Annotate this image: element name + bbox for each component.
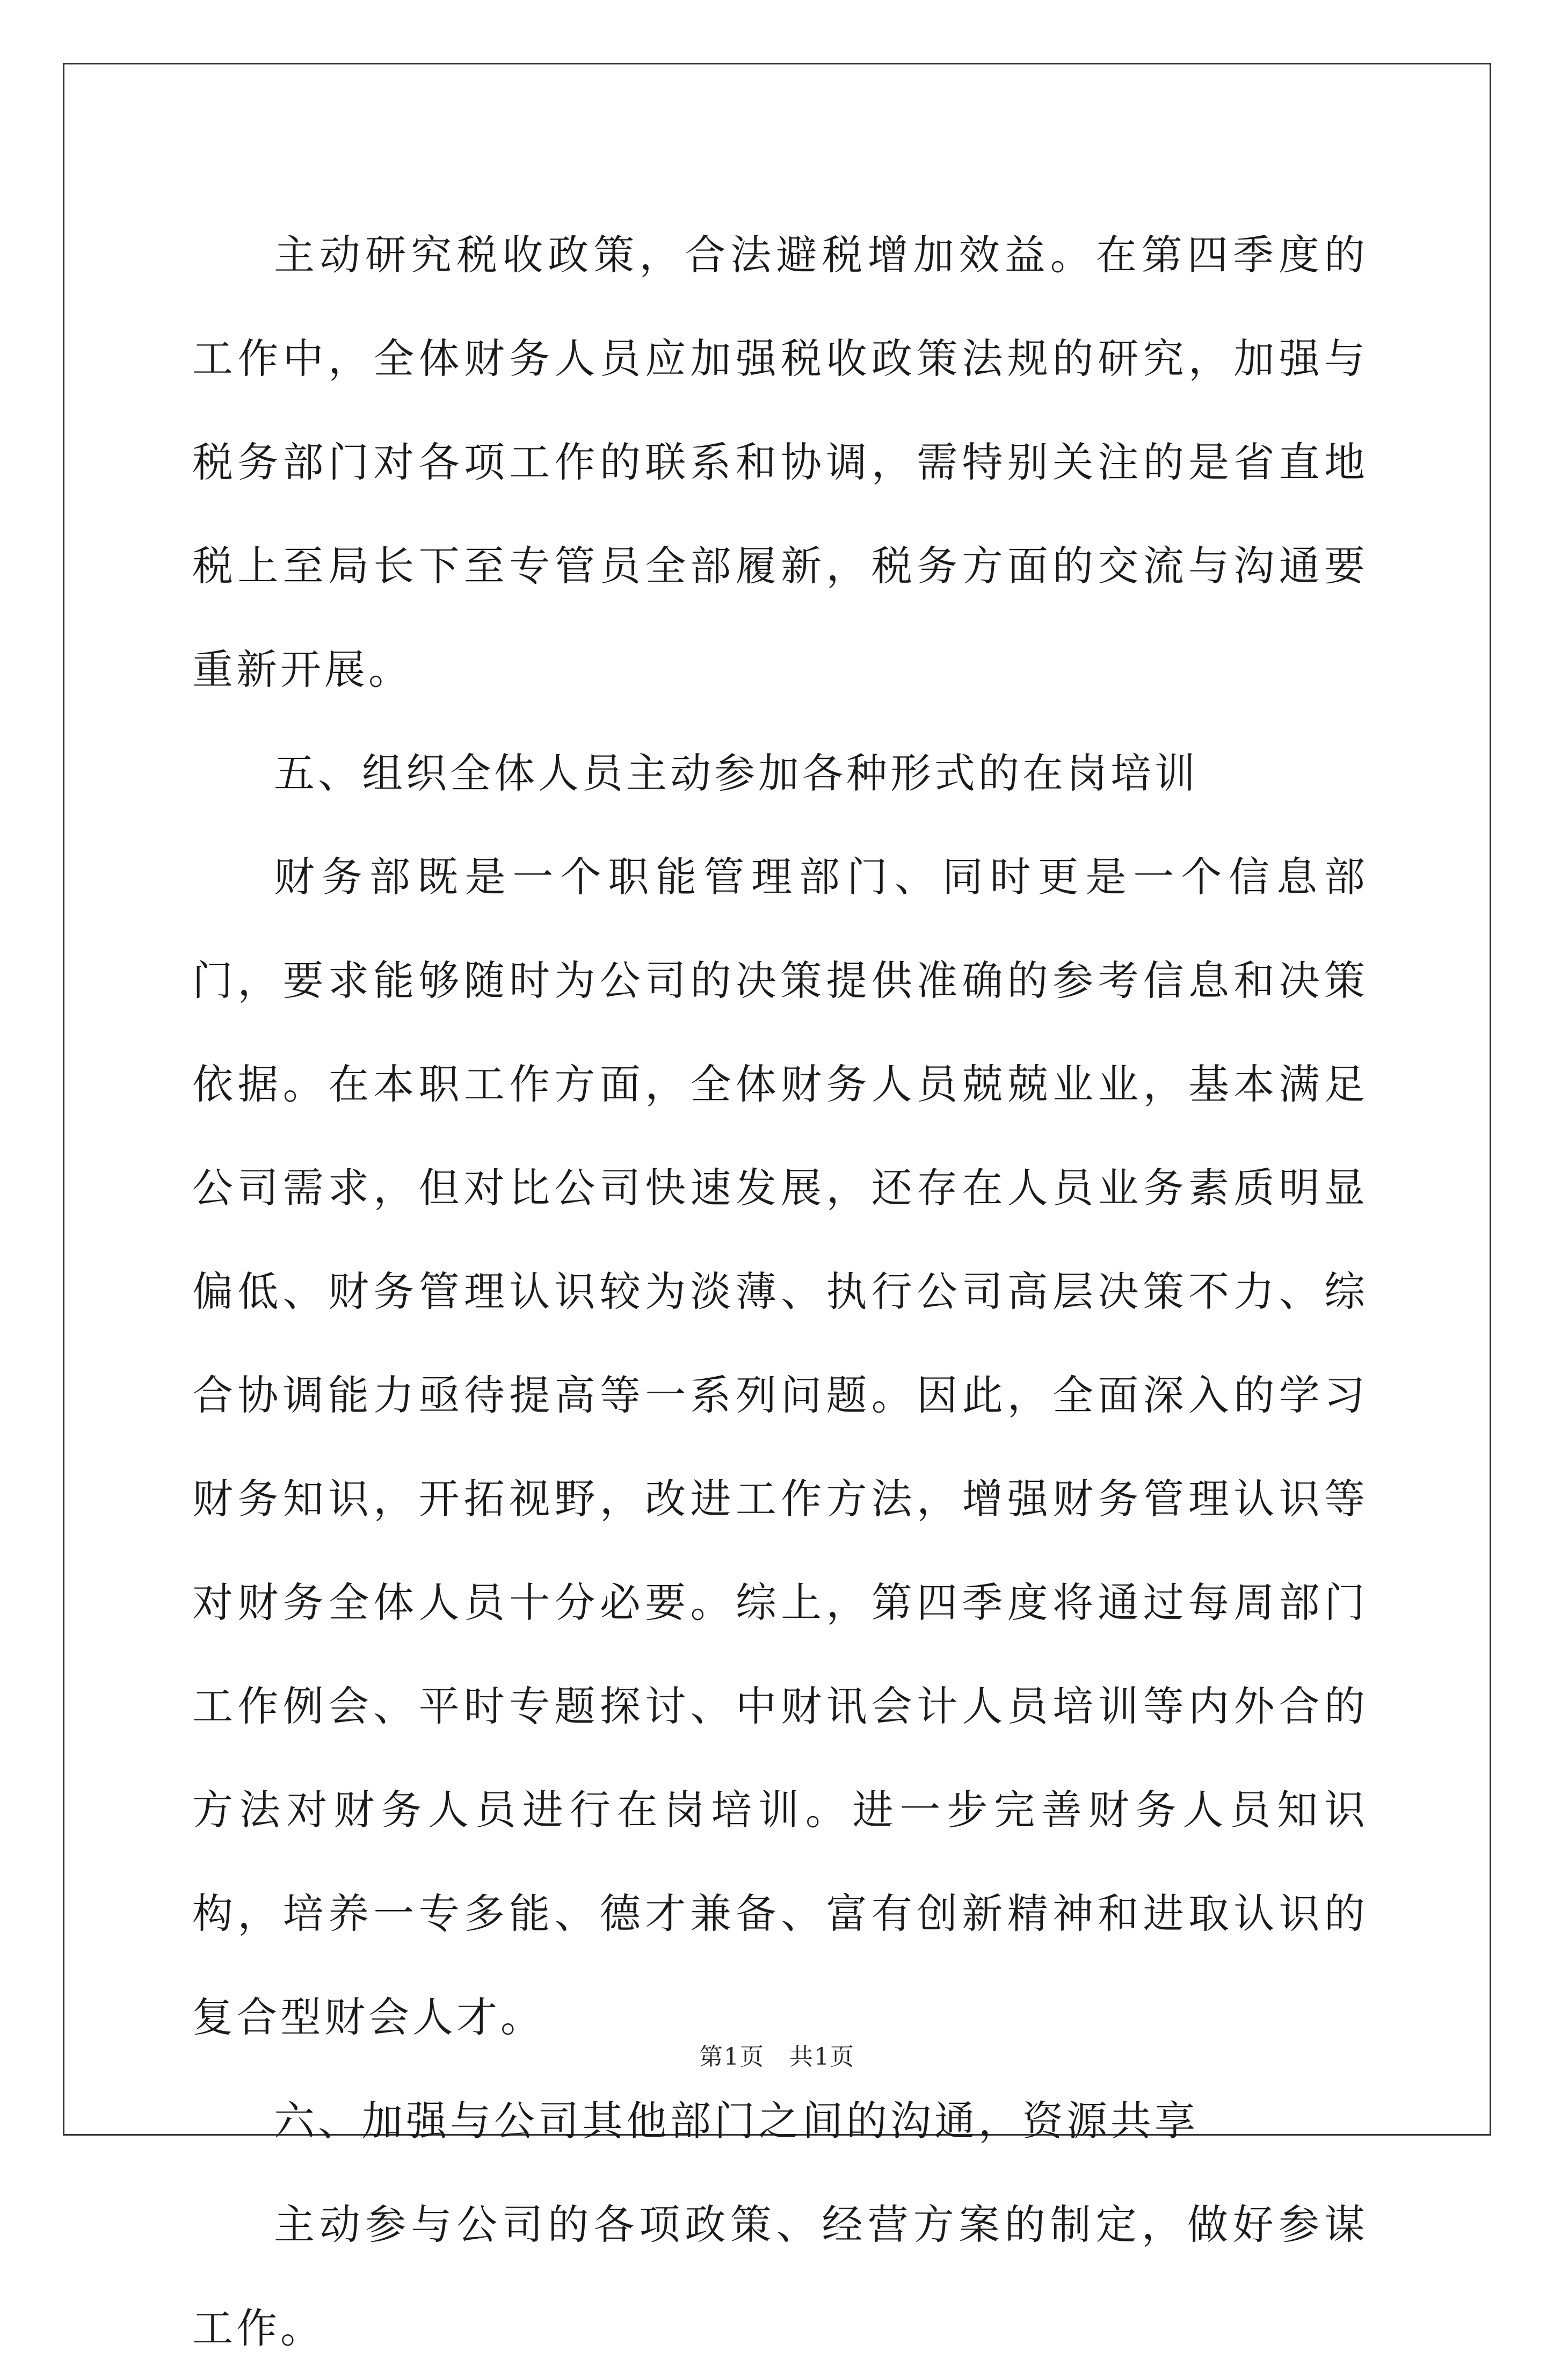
page-number-total: 共1页 <box>789 2043 855 2071</box>
paragraph-training: 财务部既是一个职能管理部门、同时更是一个信息部门，要求能够随时为公司的决策提供准确的参考信息和决策依据。在本职工作方面，全体财务人员兢兢业业，基本满足公司需求，但对比公司快速发展，还存在人员业务素质明显偏低、财务管理认识较为淡薄、执行公司高层决策不力、综合协调能力亟待提高等一系列问题。因此，全面深入的学习财务知识，开拓视野，改进工作方法，增强财务管理认识等对财务全体人员十分必要。综上，第四季度将通过每周部门工作例会、平时专题探讨、中财讯会计人员培训等内外合的方法对财务人员进行在岗培训。进一步完善财务人员知识构，培养一专多能、德才兼备、富有创新精神和进取认识的复合型财会人才。 <box>192 853 1368 2041</box>
paragraph-participation: 主动参与公司的各项政策、经营方案的制定，做好参谋工作。 <box>192 2201 1368 2352</box>
section-heading-communication: 六、加强与公司其他部门之间的沟通，资源共享 <box>274 2097 1199 2145</box>
page-number-current: 第1页 <box>699 2043 765 2071</box>
page-footer <box>0 2037 1554 2072</box>
section-heading-training: 五、组织全体人员主动参加各种形式的在岗培训 <box>274 749 1199 797</box>
paragraph-tax-policy: 主动研究税收政策，合法避税增加效益。在第四季度的工作中，全体财务人员应加强税收政策法规的研究，加强与税务部门对各项工作的联系和协调，需特别关注的是省直地税上至局长下至专管员全部履新，税务方面的交流与沟通要重新开展。 <box>192 231 1368 693</box>
